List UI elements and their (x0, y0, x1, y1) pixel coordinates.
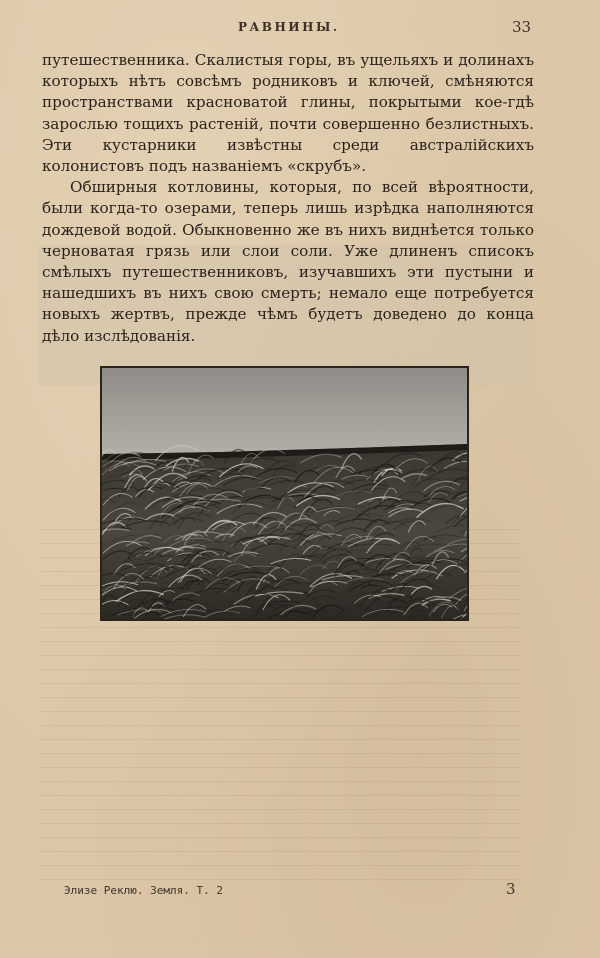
running-title: РАВНИНЫ. (238, 20, 340, 34)
steppe-photo-image (102, 368, 467, 619)
signature-mark: 3 (506, 880, 516, 898)
paragraph-1: путешественника. Скалистыя горы, въ ущельяхъ и долинахъ которыхъ нѣтъ совсѣмъ родниковъ и ключей, смѣняются пространствами красноватой глины, покрытыми кое-гдѣ зарослью тощихъ растеній, почти совершенно безлистныхъ. Эти кустарники извѣстны среди австралійскихъ колонистовъ подъ названіемъ «скрубъ». (42, 51, 534, 176)
steppe-photograph (100, 366, 469, 621)
body-text (42, 50, 534, 347)
paragraph-2: Обширныя котловины, которыя, по всей вѣроятности, были когда-то озерами, теперь лишь изрѣдка наполняются дождевой водой. Обыкновенно же въ нихъ виднѣется только черноватая грязь или слои соли. Уже длиненъ списокъ смѣлыхъ путешественниковъ, изучавшихъ эти пустыни и нашедшихъ въ нихъ свою смерть; немало еще потребуется новыхъ жертвъ, прежде чѣмъ будетъ доведено до конца дѣло изслѣдованія. (42, 178, 534, 345)
page-number: 33 (512, 18, 532, 36)
running-head (0, 20, 600, 40)
sky (102, 368, 467, 454)
page-footer (0, 880, 600, 904)
footer-citation: Элизе Реклю. Земля. Т. 2 (64, 884, 223, 897)
